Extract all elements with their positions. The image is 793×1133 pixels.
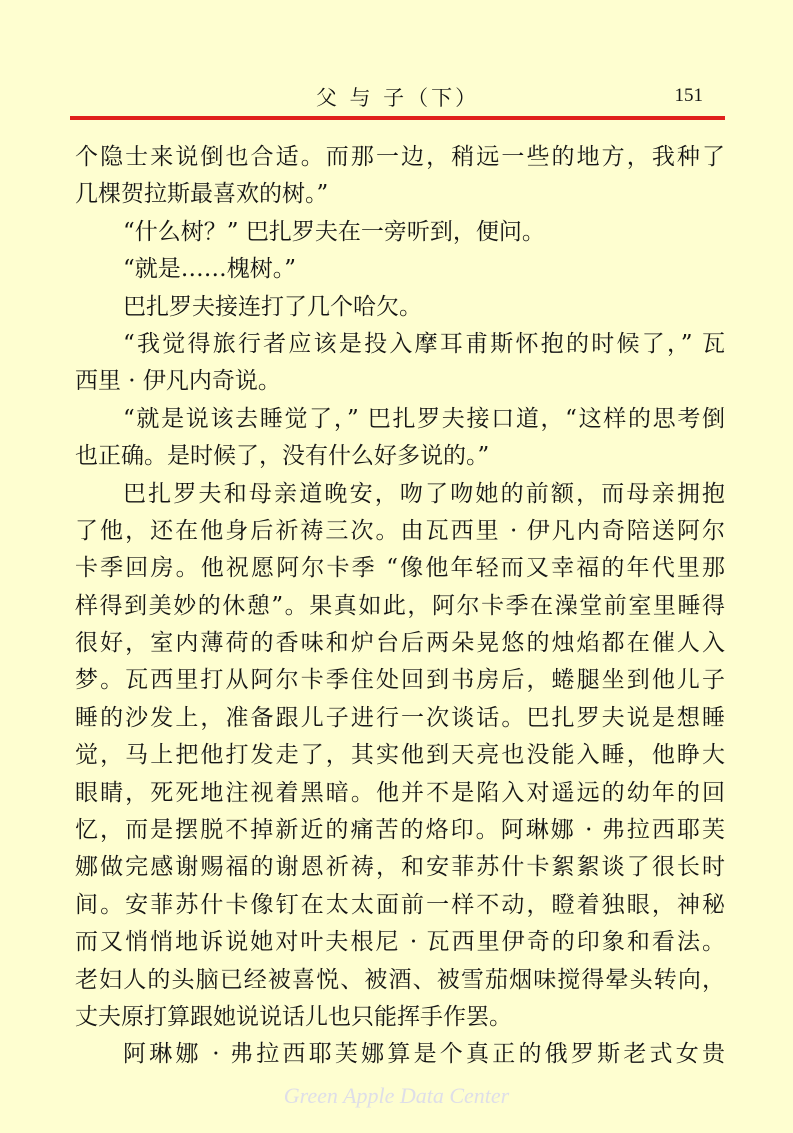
text-line: 觉，马上把他打发走了，其实他到天亮也没能入睡，他睁大: [75, 742, 725, 769]
text-line: 了他，还在他身后祈祷三次。由瓦西里 · 伊凡内奇陪送阿尔: [75, 517, 725, 544]
text-line: 梦。瓦西里打从阿尔卡季住处回到书房后，蜷腿坐到他儿子: [75, 667, 725, 694]
text-line: “什么树？” 巴扎罗夫在一旁听到，便问。: [123, 218, 545, 245]
text-line: 娜做完感谢赐福的谢恩祈祷，和安菲苏什卡絮絮谈了很长时: [75, 854, 725, 881]
text-line: “就是……槐树。”: [123, 256, 297, 283]
text-line: 样得到美妙的休憩”。果真如此，阿尔卡季在澡堂前室里睡得: [75, 592, 725, 619]
body-text: [75, 139, 725, 1074]
text-line: “我觉得旅行者应该是投入摩耳甫斯怀抱的时候了，” 瓦: [123, 330, 725, 357]
text-line: 丈夫原打算跟她说说话儿也只能挥手作罢。: [75, 1003, 512, 1030]
text-line: 个隐士来说倒也合适。而那一边，稍远一些的地方，我种了: [75, 144, 725, 170]
text-line: 很好，室内薄荷的香味和炉台后两朵晃悠的烛焰都在催人入: [75, 630, 725, 657]
page-header: [70, 78, 725, 114]
text-line: 老妇人的头脑已经被喜悦、被酒、被雪茄烟味搅得晕头转向，: [75, 966, 725, 993]
text-line: “就是说该去睡觉了，” 巴扎罗夫接口道，“这样的思考倒: [123, 405, 725, 432]
text-line: 而又悄悄地诉说她对叶夫根尼 · 瓦西里伊奇的印象和看法。: [75, 929, 725, 956]
text-line: 也正确。是时候了，没有什么好多说的。”: [75, 443, 490, 470]
header-rule: [70, 116, 725, 120]
running-title: 父 与 子（下）: [315, 86, 480, 110]
text-line: 卡季回房。他祝愿阿尔卡季 “像他年轻而又幸福的年代里那: [75, 555, 725, 582]
text-line: 睡的沙发上，准备跟儿子进行一次谈话。巴扎罗夫说是想睡: [75, 704, 725, 731]
text-line: 巴扎罗夫接连打了几个哈欠。: [123, 293, 422, 320]
watermark: Green Apple Data Center: [283, 1083, 510, 1108]
page-number: 151: [674, 85, 703, 106]
text-line: 巴扎罗夫和母亲道晚安，吻了吻她的前额，而母亲拥抱: [123, 480, 725, 507]
text-line: 眼睛，死死地注视着黑暗。他并不是陷入对遥远的幼年的回: [75, 779, 725, 806]
text-line: 西里 · 伊凡内奇说。: [75, 368, 281, 395]
text-line: 阿琳娜 · 弗拉西耶芙娜算是个真正的俄罗斯老式女贵: [123, 1041, 725, 1068]
text-line: 忆，而是摆脱不掉新近的痛苦的烙印。阿琳娜 · 弗拉西耶芙: [75, 817, 725, 844]
text-line: 几棵贺拉斯最喜欢的树。”: [75, 181, 329, 208]
text-line: 间。安菲苏什卡像钉在太太面前一样不动，瞪着独眼，神秘: [75, 891, 725, 918]
